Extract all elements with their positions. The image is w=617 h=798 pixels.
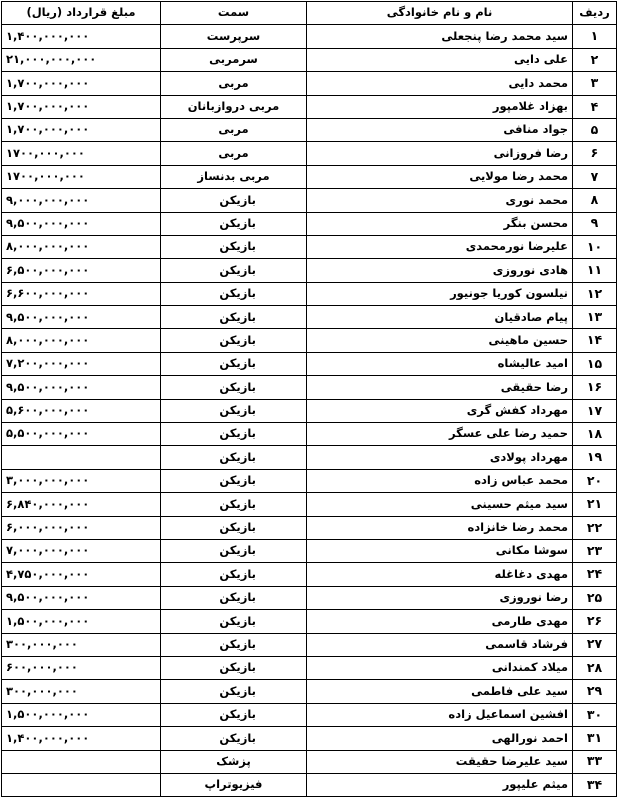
row-amount: ۳۰۰,۰۰۰,۰۰۰: [2, 680, 161, 703]
table-row: [2, 48, 617, 71]
table-row: [2, 750, 617, 773]
table-row: [2, 282, 617, 305]
row-name: هادی نوروزی: [307, 259, 573, 282]
row-index: ۱۴: [573, 329, 617, 352]
row-name: حسین ماهینی: [307, 329, 573, 352]
row-amount: ۱,۴۰۰,۰۰۰,۰۰۰: [2, 727, 161, 750]
row-role: بازیکن: [161, 539, 307, 562]
row-amount: ۶,۶۰۰,۰۰۰,۰۰۰: [2, 282, 161, 305]
row-amount: [2, 750, 161, 773]
header-index: ردیف: [573, 2, 617, 25]
row-index: ۲: [573, 48, 617, 71]
row-index: ۲۳: [573, 539, 617, 562]
row-role: بازیکن: [161, 376, 307, 399]
row-index: ۱: [573, 25, 617, 48]
row-amount: ۹,۵۰۰,۰۰۰,۰۰۰: [2, 212, 161, 235]
row-index: ۱۷: [573, 399, 617, 422]
row-role: بازیکن: [161, 727, 307, 750]
row-amount: [2, 773, 161, 796]
row-index: ۳۱: [573, 727, 617, 750]
table-row: [2, 306, 617, 329]
row-index: ۹: [573, 212, 617, 235]
row-amount: ۷,۲۰۰,۰۰۰,۰۰۰: [2, 352, 161, 375]
row-name: محمد دایی: [307, 72, 573, 95]
row-name: سید محمد رضا پنجعلی: [307, 25, 573, 48]
row-amount: ۱,۷۰۰,۰۰۰,۰۰۰: [2, 95, 161, 118]
header-row: [2, 2, 617, 25]
row-index: ۶: [573, 142, 617, 165]
contracts-table: [1, 1, 617, 797]
table-row: [2, 446, 617, 469]
table-row: [2, 586, 617, 609]
row-role: بازیکن: [161, 563, 307, 586]
row-amount: ۱,۴۰۰,۰۰۰,۰۰۰: [2, 25, 161, 48]
row-index: ۵: [573, 118, 617, 141]
row-name: حمید رضا علی عسگر: [307, 423, 573, 446]
row-index: ۲۴: [573, 563, 617, 586]
row-name: علی دایی: [307, 48, 573, 71]
row-name: محمد رضا مولایی: [307, 165, 573, 188]
row-index: ۳۰: [573, 703, 617, 726]
row-amount: ۱۷۰۰,۰۰۰,۰۰۰: [2, 142, 161, 165]
row-amount: ۴,۷۵۰,۰۰۰,۰۰۰: [2, 563, 161, 586]
row-role: بازیکن: [161, 352, 307, 375]
row-index: ۱۰: [573, 235, 617, 258]
row-name: مهدی دغاغله: [307, 563, 573, 586]
row-role: سرمربی: [161, 48, 307, 71]
row-role: بازیکن: [161, 329, 307, 352]
row-index: ۳۴: [573, 773, 617, 796]
row-role: بازیکن: [161, 212, 307, 235]
row-index: ۱۸: [573, 423, 617, 446]
row-role: بازیکن: [161, 235, 307, 258]
row-name: سید علی فاطمی: [307, 680, 573, 703]
row-name: احمد نورالهی: [307, 727, 573, 750]
table-row: [2, 72, 617, 95]
row-index: ۲۸: [573, 656, 617, 679]
row-name: نیلسون کوریا جونیور: [307, 282, 573, 305]
row-amount: ۹,۰۰۰,۰۰۰,۰۰۰: [2, 189, 161, 212]
row-role: بازیکن: [161, 493, 307, 516]
row-name: بهزاد غلامپور: [307, 95, 573, 118]
table-body: [2, 25, 617, 797]
row-role: بازیکن: [161, 189, 307, 212]
table-row: [2, 727, 617, 750]
row-index: ۲۱: [573, 493, 617, 516]
row-amount: ۱,۵۰۰,۰۰۰,۰۰۰: [2, 703, 161, 726]
row-index: ۱۹: [573, 446, 617, 469]
row-amount: ۹,۵۰۰,۰۰۰,۰۰۰: [2, 376, 161, 399]
row-role: بازیکن: [161, 423, 307, 446]
table-row: [2, 680, 617, 703]
row-role: سرپرست: [161, 25, 307, 48]
row-name: محمد رضا خانزاده: [307, 516, 573, 539]
row-name: مهدی طارمی: [307, 610, 573, 633]
row-role: مربی: [161, 118, 307, 141]
table-row: [2, 189, 617, 212]
table-row: [2, 95, 617, 118]
table-row: [2, 235, 617, 258]
row-role: پزشک: [161, 750, 307, 773]
row-role: بازیکن: [161, 399, 307, 422]
table-row: [2, 399, 617, 422]
row-amount: ۲۱,۰۰۰,۰۰۰,۰۰۰: [2, 48, 161, 71]
table-row: [2, 539, 617, 562]
row-amount: ۶,۰۰۰,۰۰۰,۰۰۰: [2, 516, 161, 539]
row-amount: ۷,۰۰۰,۰۰۰,۰۰۰: [2, 539, 161, 562]
row-amount: ۸,۰۰۰,۰۰۰,۰۰۰: [2, 329, 161, 352]
row-role: بازیکن: [161, 633, 307, 656]
row-amount: ۹,۵۰۰,۰۰۰,۰۰۰: [2, 586, 161, 609]
table-row: [2, 469, 617, 492]
row-index: ۱۵: [573, 352, 617, 375]
row-amount: ۳۰۰,۰۰۰,۰۰۰: [2, 633, 161, 656]
table-row: [2, 493, 617, 516]
row-index: ۴: [573, 95, 617, 118]
row-index: ۲۰: [573, 469, 617, 492]
row-amount: ۳,۰۰۰,۰۰۰,۰۰۰: [2, 469, 161, 492]
table-row: [2, 423, 617, 446]
row-amount: ۹,۵۰۰,۰۰۰,۰۰۰: [2, 306, 161, 329]
row-name: سید علیرضا حقیقت: [307, 750, 573, 773]
row-amount: ۵,۶۰۰,۰۰۰,۰۰۰: [2, 399, 161, 422]
row-role: مربی دروازبانان: [161, 95, 307, 118]
table-row: [2, 376, 617, 399]
row-role: مربی: [161, 142, 307, 165]
row-name: رضا نوروزی: [307, 586, 573, 609]
table-row: [2, 118, 617, 141]
row-role: بازیکن: [161, 586, 307, 609]
header-name: نام و نام خانوادگی: [307, 2, 573, 25]
table-row: [2, 656, 617, 679]
row-name: امید عالیشاه: [307, 352, 573, 375]
row-name: علیرضا نورمحمدی: [307, 235, 573, 258]
row-role: بازیکن: [161, 680, 307, 703]
row-name: افشین اسماعیل زاده: [307, 703, 573, 726]
row-name: محسن بنگر: [307, 212, 573, 235]
table-row: [2, 610, 617, 633]
table-row: [2, 259, 617, 282]
row-role: بازیکن: [161, 656, 307, 679]
row-name: مهرداد کفش گری: [307, 399, 573, 422]
row-name: سوشا مکانی: [307, 539, 573, 562]
row-role: فیزیوتراپ: [161, 773, 307, 796]
row-name: فرشاد قاسمی: [307, 633, 573, 656]
row-amount: ۶۰۰,۰۰۰,۰۰۰: [2, 656, 161, 679]
row-role: بازیکن: [161, 259, 307, 282]
header-role: سمت: [161, 2, 307, 25]
row-name: رضا فروزانی: [307, 142, 573, 165]
row-amount: ۵,۵۰۰,۰۰۰,۰۰۰: [2, 423, 161, 446]
table-row: [2, 516, 617, 539]
table-row: [2, 212, 617, 235]
table-row: [2, 773, 617, 796]
row-name: میثم علیپور: [307, 773, 573, 796]
table-row: [2, 703, 617, 726]
table-row: [2, 563, 617, 586]
row-role: مربی: [161, 72, 307, 95]
row-amount: ۱,۷۰۰,۰۰۰,۰۰۰: [2, 72, 161, 95]
table-row: [2, 633, 617, 656]
row-index: ۱۱: [573, 259, 617, 282]
row-amount: ۶,۸۴۰,۰۰۰,۰۰۰: [2, 493, 161, 516]
row-index: ۳: [573, 72, 617, 95]
row-name: مهرداد پولادی: [307, 446, 573, 469]
row-index: ۲۶: [573, 610, 617, 633]
header-amount: مبلغ قرارداد (ریال): [2, 2, 161, 25]
table-row: [2, 142, 617, 165]
row-role: بازیکن: [161, 306, 307, 329]
row-role: بازیکن: [161, 469, 307, 492]
row-name: محمد نوری: [307, 189, 573, 212]
row-name: پیام صادقیان: [307, 306, 573, 329]
row-name: رضا حقیقی: [307, 376, 573, 399]
row-role: بازیکن: [161, 516, 307, 539]
row-name: جواد منافی: [307, 118, 573, 141]
row-index: ۲۹: [573, 680, 617, 703]
row-name: میلاد کمندانی: [307, 656, 573, 679]
row-name: سید میثم حسینی: [307, 493, 573, 516]
row-role: بازیکن: [161, 282, 307, 305]
row-amount: ۶,۵۰۰,۰۰۰,۰۰۰: [2, 259, 161, 282]
row-index: ۳۳: [573, 750, 617, 773]
row-role: بازیکن: [161, 446, 307, 469]
row-role: بازیکن: [161, 610, 307, 633]
table-row: [2, 329, 617, 352]
table-row: [2, 25, 617, 48]
row-index: ۲۲: [573, 516, 617, 539]
row-amount: [2, 446, 161, 469]
row-index: ۱۶: [573, 376, 617, 399]
row-role: مربی بدنساز: [161, 165, 307, 188]
row-amount: ۱,۵۰۰,۰۰۰,۰۰۰: [2, 610, 161, 633]
row-amount: ۸,۰۰۰,۰۰۰,۰۰۰: [2, 235, 161, 258]
row-index: ۸: [573, 189, 617, 212]
row-index: ۲۵: [573, 586, 617, 609]
row-amount: ۱۷۰۰,۰۰۰,۰۰۰: [2, 165, 161, 188]
row-index: ۱۲: [573, 282, 617, 305]
row-role: بازیکن: [161, 703, 307, 726]
row-amount: ۱,۷۰۰,۰۰۰,۰۰۰: [2, 118, 161, 141]
table-row: [2, 165, 617, 188]
table-row: [2, 352, 617, 375]
row-index: ۲۷: [573, 633, 617, 656]
row-index: ۷: [573, 165, 617, 188]
row-index: ۱۳: [573, 306, 617, 329]
row-name: محمد عباس زاده: [307, 469, 573, 492]
